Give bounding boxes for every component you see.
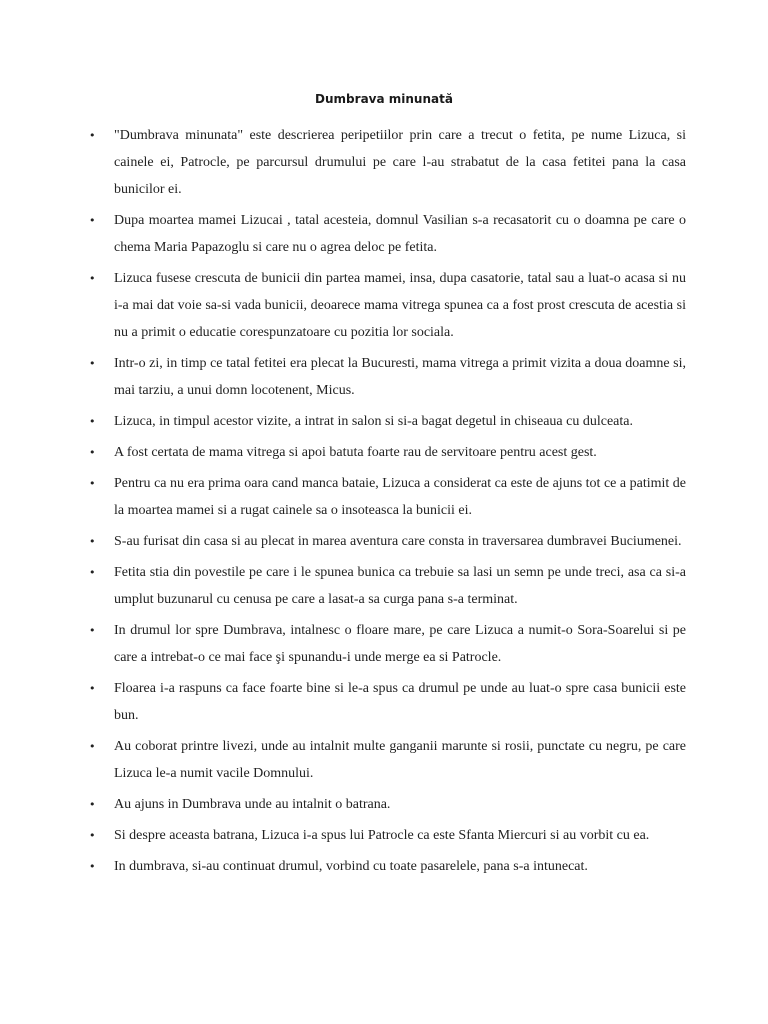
- paragraph-text: "Dumbrava minunata" este descrierea peripetiilor prin care a trecut o fetita, pe nume Lizuca, si cainele ei, Patrocle, pe parcursul drumului pe care l-au strabatut de la casa fetitei pana la casa bunicilor ei.: [114, 128, 686, 197]
- bullet-icon: •: [89, 682, 96, 695]
- list-item: [86, 122, 686, 203]
- paragraph-text: Au ajuns in Dumbrava unde au intalnit o batrana.: [114, 797, 391, 812]
- bullet-icon: •: [89, 129, 96, 142]
- paragraph-text: Pentru ca nu era prima oara cand manca bataie, Lizuca a considerat ca este de ajuns tot ce a patimit de la moartea mamei si a rugat cainele sa o insoteasca la bunicii ei.: [114, 476, 686, 518]
- list-item: [86, 528, 686, 555]
- bullet-icon: •: [89, 446, 96, 459]
- bullet-icon: •: [89, 214, 96, 227]
- paragraph-text: In drumul lor spre Dumbrava, intalnesc o floare mare, pe care Lizuca a numit-o Sora-Soarelui si pe care a intrebat-o ce mai face şi spunandu-i unde merge ea si Patrocle.: [114, 623, 686, 665]
- paragraph-text: Au coborat printre livezi, unde au intalnit multe ganganii marunte si rosii, punctate cu negru, pe care Lizuca le-a numit vacile Domnului.: [114, 739, 686, 781]
- list-item: [86, 439, 686, 466]
- list-item: [86, 470, 686, 524]
- list-item: [86, 207, 686, 261]
- list-item: [86, 617, 686, 671]
- paragraph-text: Dupa moartea mamei Lizucai , tatal acesteia, domnul Vasilian s-a recasatorit cu o doamna pe care o chema Maria Papazoglu si care nu o agrea deloc pe fetita.: [114, 213, 686, 255]
- bullet-icon: •: [89, 535, 96, 548]
- list-item: [86, 853, 686, 880]
- bullet-icon: •: [89, 829, 96, 842]
- list-item: [86, 822, 686, 849]
- bullet-icon: •: [89, 272, 96, 285]
- list-item: [86, 350, 686, 404]
- paragraph-text: Si despre aceasta batrana, Lizuca i-a spus lui Patrocle ca este Sfanta Miercuri si au vorbit cu ea.: [114, 828, 650, 843]
- paragraph-text: Intr-o zi, in timp ce tatal fetitei era plecat la Bucuresti, mama vitrega a primit vizita a doua doamne si, mai tarziu, a unui domn locotenent, Micus.: [114, 356, 686, 398]
- paragraph-text: A fost certata de mama vitrega si apoi batuta foarte rau de servitoare pentru acest gest.: [114, 445, 597, 460]
- bullet-list: [86, 122, 686, 884]
- list-item: [86, 733, 686, 787]
- paragraph-text: Lizuca fusese crescuta de bunicii din partea mamei, insa, dupa casatorie, tatal sau a luat-o acasa si nu i-a mai dat voie sa-si vada bunicii, deoarece mama vitrega spunea ca a fost prost crescuta de acestia si nu a primit o educatie corespunzatoare cu pozitia lor sociala.: [114, 271, 686, 340]
- paragraph-text: Fetita stia din povestile pe care i le spunea bunica ca trebuie sa lasi un semn pe unde treci, asa ca si-a umplut buzunarul cu cenusa pe care a lasat-a sa curga pana s-a terminat.: [114, 565, 686, 607]
- bullet-icon: •: [89, 860, 96, 873]
- bullet-icon: •: [89, 740, 96, 753]
- list-item: [86, 675, 686, 729]
- bullet-icon: •: [89, 415, 96, 428]
- paragraph-text: Lizuca, in timpul acestor vizite, a intrat in salon si si-a bagat degetul in chiseaua cu dulceata.: [114, 414, 633, 429]
- bullet-icon: •: [89, 798, 96, 811]
- bullet-icon: •: [89, 477, 96, 490]
- bullet-icon: •: [89, 357, 96, 370]
- paragraph-text: S-au furisat din casa si au plecat in marea aventura care consta in traversarea dumbravei Buciumenei.: [114, 534, 682, 549]
- paragraph-text: Floarea i-a raspuns ca face foarte bine si le-a spus ca drumul pe unde au luat-o spre casa bunicii este bun.: [114, 681, 686, 723]
- list-item: [86, 265, 686, 346]
- list-item: [86, 408, 686, 435]
- list-item: [86, 791, 686, 818]
- list-item: [86, 559, 686, 613]
- bullet-icon: •: [89, 624, 96, 637]
- bullet-icon: •: [89, 566, 96, 579]
- document-title: Dumbrava minunată: [315, 92, 453, 106]
- paragraph-text: In dumbrava, si-au continuat drumul, vorbind cu toate pasarelele, pana s-a intunecat.: [114, 859, 588, 874]
